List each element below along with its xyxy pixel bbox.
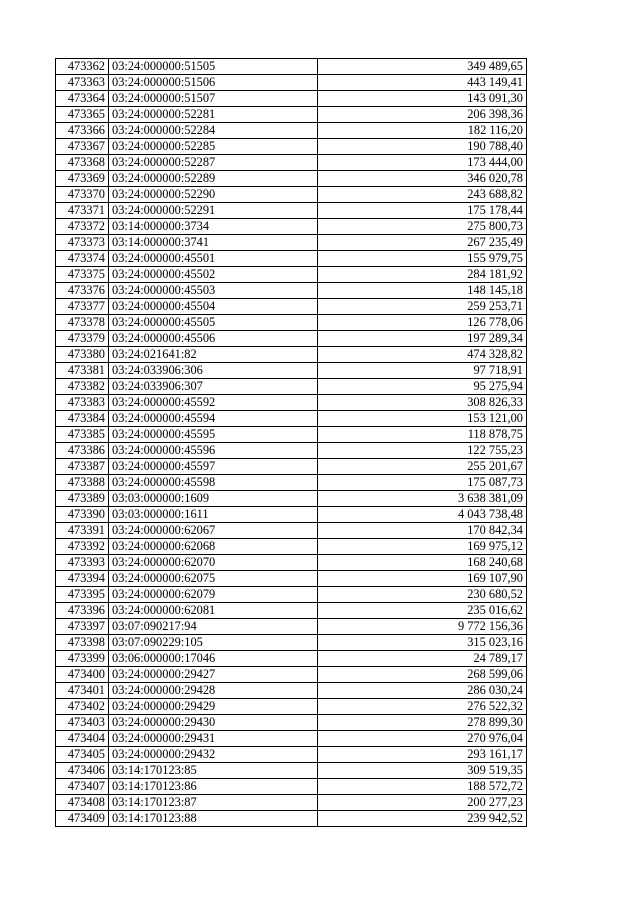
- value-cell: 230 680,52: [318, 587, 527, 603]
- value-cell: 153 121,00: [318, 411, 527, 427]
- value-cell: 255 201,67: [318, 459, 527, 475]
- table-row: [56, 75, 527, 91]
- table-row: [56, 347, 527, 363]
- table-row: [56, 571, 527, 587]
- value-cell: 175 087,73: [318, 475, 527, 491]
- row-number-cell: 473374: [56, 251, 109, 267]
- row-number-cell: 473382: [56, 379, 109, 395]
- cadastral-value-table: [55, 58, 527, 827]
- row-number-cell: 473395: [56, 587, 109, 603]
- value-cell: 118 878,75: [318, 427, 527, 443]
- row-number-cell: 473362: [56, 59, 109, 75]
- row-number-cell: 473385: [56, 427, 109, 443]
- cadastral-number-cell: 03:24:000000:62081: [109, 603, 318, 619]
- cadastral-number-cell: 03:24:000000:45598: [109, 475, 318, 491]
- row-number-cell: 473373: [56, 235, 109, 251]
- table-row: [56, 235, 527, 251]
- table-row: [56, 219, 527, 235]
- cadastral-number-cell: 03:24:033906:306: [109, 363, 318, 379]
- cadastral-number-cell: 03:24:000000:51507: [109, 91, 318, 107]
- cadastral-number-cell: 03:24:000000:45595: [109, 427, 318, 443]
- value-cell: 170 842,34: [318, 523, 527, 539]
- row-number-cell: 473365: [56, 107, 109, 123]
- value-cell: 200 277,23: [318, 795, 527, 811]
- value-cell: 122 755,23: [318, 443, 527, 459]
- table-row: [56, 123, 527, 139]
- cadastral-number-cell: 03:03:000000:1611: [109, 507, 318, 523]
- cadastral-number-cell: 03:24:000000:51505: [109, 59, 318, 75]
- table-row: [56, 619, 527, 635]
- table-row: [56, 331, 527, 347]
- value-cell: 235 016,62: [318, 603, 527, 619]
- row-number-cell: 473369: [56, 171, 109, 187]
- value-cell: 259 253,71: [318, 299, 527, 315]
- row-number-cell: 473380: [56, 347, 109, 363]
- table-row: [56, 731, 527, 747]
- table-row: [56, 171, 527, 187]
- cadastral-number-cell: 03:14:170123:85: [109, 763, 318, 779]
- table-row: [56, 107, 527, 123]
- value-cell: 206 398,36: [318, 107, 527, 123]
- table-row: [56, 587, 527, 603]
- row-number-cell: 473377: [56, 299, 109, 315]
- row-number-cell: 473375: [56, 267, 109, 283]
- cadastral-number-cell: 03:24:000000:52290: [109, 187, 318, 203]
- cadastral-number-cell: 03:24:000000:62079: [109, 587, 318, 603]
- value-cell: 148 145,18: [318, 283, 527, 299]
- cadastral-number-cell: 03:24:000000:45501: [109, 251, 318, 267]
- cadastral-number-cell: 03:24:000000:52281: [109, 107, 318, 123]
- row-number-cell: 473394: [56, 571, 109, 587]
- table-row: [56, 539, 527, 555]
- row-number-cell: 473392: [56, 539, 109, 555]
- cadastral-number-cell: 03:24:000000:52289: [109, 171, 318, 187]
- row-number-cell: 473402: [56, 699, 109, 715]
- value-cell: 3 638 381,09: [318, 491, 527, 507]
- cadastral-number-cell: 03:24:000000:29428: [109, 683, 318, 699]
- value-cell: 276 522,32: [318, 699, 527, 715]
- row-number-cell: 473363: [56, 75, 109, 91]
- cadastral-number-cell: 03:24:000000:29432: [109, 747, 318, 763]
- value-cell: 309 519,35: [318, 763, 527, 779]
- row-number-cell: 473372: [56, 219, 109, 235]
- table-row: [56, 91, 527, 107]
- row-number-cell: 473407: [56, 779, 109, 795]
- row-number-cell: 473381: [56, 363, 109, 379]
- table-row: [56, 555, 527, 571]
- value-cell: 239 942,52: [318, 811, 527, 827]
- value-cell: 346 020,78: [318, 171, 527, 187]
- cadastral-number-cell: 03:24:000000:29431: [109, 731, 318, 747]
- value-cell: 126 778,06: [318, 315, 527, 331]
- table-row: [56, 283, 527, 299]
- table-row: [56, 203, 527, 219]
- row-number-cell: 473376: [56, 283, 109, 299]
- table-row: [56, 443, 527, 459]
- table-row: [56, 491, 527, 507]
- row-number-cell: 473366: [56, 123, 109, 139]
- table-row: [56, 363, 527, 379]
- cadastral-number-cell: 03:24:000000:62075: [109, 571, 318, 587]
- table-row: [56, 395, 527, 411]
- value-cell: 9 772 156,36: [318, 619, 527, 635]
- value-cell: 4 043 738,48: [318, 507, 527, 523]
- row-number-cell: 473370: [56, 187, 109, 203]
- cadastral-number-cell: 03:14:000000:3741: [109, 235, 318, 251]
- table-row: [56, 187, 527, 203]
- row-number-cell: 473384: [56, 411, 109, 427]
- row-number-cell: 473383: [56, 395, 109, 411]
- value-cell: 190 788,40: [318, 139, 527, 155]
- row-number-cell: 473388: [56, 475, 109, 491]
- row-number-cell: 473378: [56, 315, 109, 331]
- cadastral-number-cell: 03:24:000000:62067: [109, 523, 318, 539]
- row-number-cell: 473404: [56, 731, 109, 747]
- value-cell: 474 328,82: [318, 347, 527, 363]
- value-cell: 95 275,94: [318, 379, 527, 395]
- cadastral-number-cell: 03:24:000000:45597: [109, 459, 318, 475]
- value-cell: 243 688,82: [318, 187, 527, 203]
- row-number-cell: 473399: [56, 651, 109, 667]
- cadastral-number-cell: 03:14:170123:87: [109, 795, 318, 811]
- cadastral-number-cell: 03:24:000000:45596: [109, 443, 318, 459]
- row-number-cell: 473405: [56, 747, 109, 763]
- table-row: [56, 747, 527, 763]
- row-number-cell: 473368: [56, 155, 109, 171]
- cadastral-number-cell: 03:14:170123:88: [109, 811, 318, 827]
- row-number-cell: 473406: [56, 763, 109, 779]
- value-cell: 270 976,04: [318, 731, 527, 747]
- cadastral-number-cell: 03:24:000000:29429: [109, 699, 318, 715]
- table-row: [56, 507, 527, 523]
- row-number-cell: 473400: [56, 667, 109, 683]
- cadastral-number-cell: 03:06:000000:17046: [109, 651, 318, 667]
- cadastral-number-cell: 03:24:000000:29430: [109, 715, 318, 731]
- value-cell: 268 599,06: [318, 667, 527, 683]
- table-row: [56, 603, 527, 619]
- value-cell: 349 489,65: [318, 59, 527, 75]
- table-row: [56, 523, 527, 539]
- table-row: [56, 427, 527, 443]
- value-cell: 267 235,49: [318, 235, 527, 251]
- value-cell: 293 161,17: [318, 747, 527, 763]
- row-number-cell: 473367: [56, 139, 109, 155]
- value-cell: 182 116,20: [318, 123, 527, 139]
- table-row: [56, 139, 527, 155]
- row-number-cell: 473390: [56, 507, 109, 523]
- value-cell: 197 289,34: [318, 331, 527, 347]
- table-row: [56, 635, 527, 651]
- row-number-cell: 473389: [56, 491, 109, 507]
- value-cell: 24 789,17: [318, 651, 527, 667]
- value-cell: 168 240,68: [318, 555, 527, 571]
- table-row: [56, 651, 527, 667]
- row-number-cell: 473391: [56, 523, 109, 539]
- cadastral-number-cell: 03:24:021641:82: [109, 347, 318, 363]
- cadastral-number-cell: 03:24:033906:307: [109, 379, 318, 395]
- table-row: [56, 459, 527, 475]
- row-number-cell: 473393: [56, 555, 109, 571]
- row-number-cell: 473403: [56, 715, 109, 731]
- value-cell: 155 979,75: [318, 251, 527, 267]
- cadastral-number-cell: 03:24:000000:62070: [109, 555, 318, 571]
- value-cell: 286 030,24: [318, 683, 527, 699]
- row-number-cell: 473364: [56, 91, 109, 107]
- value-cell: 275 800,73: [318, 219, 527, 235]
- table-row: [56, 411, 527, 427]
- cadastral-number-cell: 03:24:000000:52291: [109, 203, 318, 219]
- value-cell: 173 444,00: [318, 155, 527, 171]
- value-cell: 97 718,91: [318, 363, 527, 379]
- value-cell: 443 149,41: [318, 75, 527, 91]
- value-cell: 169 107,90: [318, 571, 527, 587]
- table-body: [56, 59, 527, 827]
- table-row: [56, 699, 527, 715]
- row-number-cell: 473401: [56, 683, 109, 699]
- row-number-cell: 473409: [56, 811, 109, 827]
- table-row: [56, 379, 527, 395]
- table-row: [56, 779, 527, 795]
- table-row: [56, 667, 527, 683]
- value-cell: 278 899,30: [318, 715, 527, 731]
- table-row: [56, 715, 527, 731]
- row-number-cell: 473408: [56, 795, 109, 811]
- cadastral-number-cell: 03:24:000000:52285: [109, 139, 318, 155]
- cadastral-number-cell: 03:24:000000:45506: [109, 331, 318, 347]
- table-row: [56, 299, 527, 315]
- cadastral-number-cell: 03:24:000000:62068: [109, 539, 318, 555]
- cadastral-number-cell: 03:24:000000:45592: [109, 395, 318, 411]
- cadastral-number-cell: 03:24:000000:52284: [109, 123, 318, 139]
- row-number-cell: 473398: [56, 635, 109, 651]
- table-row: [56, 763, 527, 779]
- cadastral-number-cell: 03:07:090217:94: [109, 619, 318, 635]
- cadastral-number-cell: 03:24:000000:45502: [109, 267, 318, 283]
- value-cell: 284 181,92: [318, 267, 527, 283]
- table-row: [56, 475, 527, 491]
- table-row: [56, 267, 527, 283]
- cadastral-number-cell: 03:14:000000:3734: [109, 219, 318, 235]
- cadastral-number-cell: 03:24:000000:51506: [109, 75, 318, 91]
- cadastral-number-cell: 03:24:000000:45503: [109, 283, 318, 299]
- cadastral-number-cell: 03:24:000000:29427: [109, 667, 318, 683]
- row-number-cell: 473379: [56, 331, 109, 347]
- table-row: [56, 811, 527, 827]
- row-number-cell: 473386: [56, 443, 109, 459]
- table-row: [56, 315, 527, 331]
- value-cell: 169 975,12: [318, 539, 527, 555]
- value-cell: 188 572,72: [318, 779, 527, 795]
- table-row: [56, 251, 527, 267]
- cadastral-number-cell: 03:24:000000:45504: [109, 299, 318, 315]
- table-row: [56, 59, 527, 75]
- value-cell: 143 091,30: [318, 91, 527, 107]
- row-number-cell: 473396: [56, 603, 109, 619]
- value-cell: 315 023,16: [318, 635, 527, 651]
- cadastral-number-cell: 03:24:000000:45594: [109, 411, 318, 427]
- row-number-cell: 473387: [56, 459, 109, 475]
- cadastral-number-cell: 03:03:000000:1609: [109, 491, 318, 507]
- row-number-cell: 473397: [56, 619, 109, 635]
- table-row: [56, 795, 527, 811]
- cadastral-number-cell: 03:24:000000:45505: [109, 315, 318, 331]
- cadastral-number-cell: 03:14:170123:86: [109, 779, 318, 795]
- row-number-cell: 473371: [56, 203, 109, 219]
- table-row: [56, 155, 527, 171]
- cadastral-number-cell: 03:24:000000:52287: [109, 155, 318, 171]
- value-cell: 175 178,44: [318, 203, 527, 219]
- table-row: [56, 683, 527, 699]
- cadastral-number-cell: 03:07:090229:105: [109, 635, 318, 651]
- value-cell: 308 826,33: [318, 395, 527, 411]
